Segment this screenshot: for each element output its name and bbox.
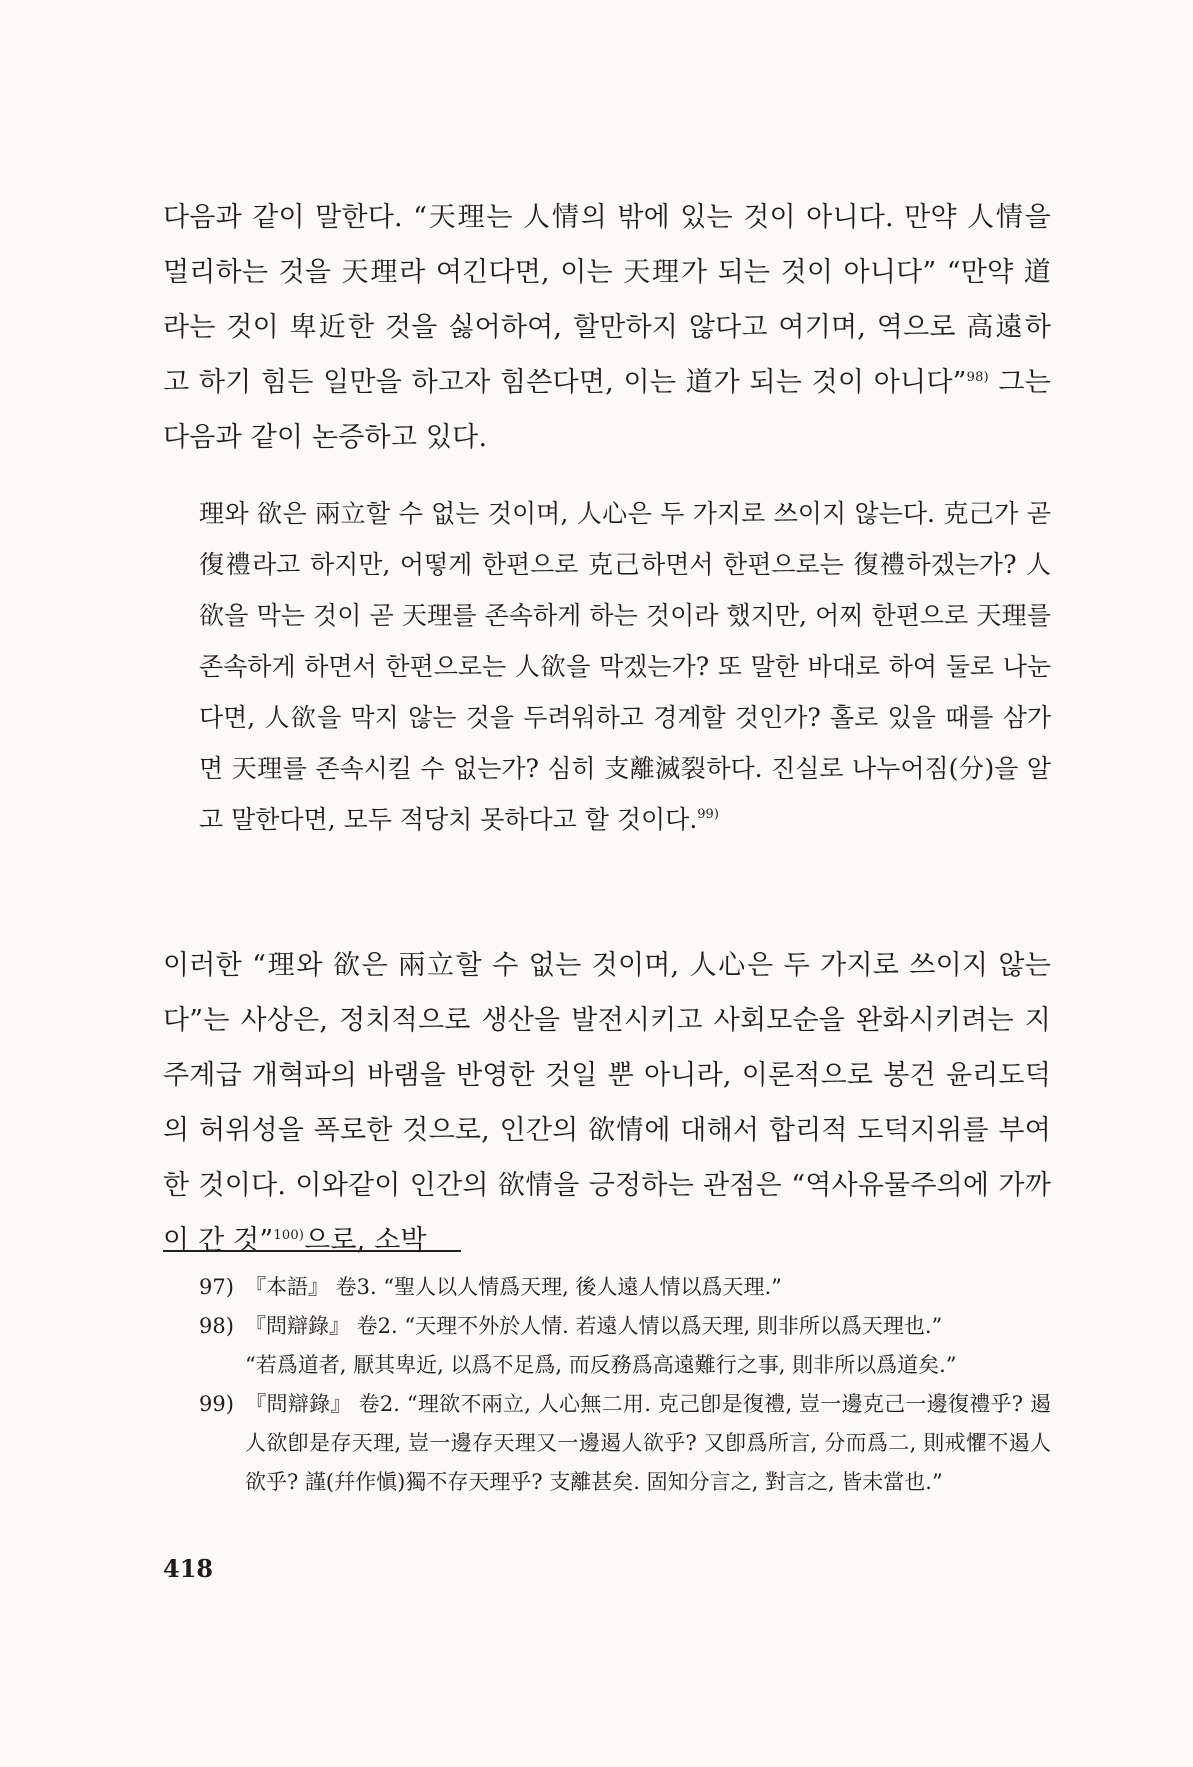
footnote-text: 『問辯錄』 卷2. “天理不外於人情. 若遠人情以爲天理, 則非所以爲天理也.” xyxy=(245,1314,943,1338)
paragraph-1-text: 다음과 같이 말한다. “天理는 人情의 밖에 있는 것이 아니다. 만약 人情을 멀리하는 것을 天理라 여긴다면, 이는 天理가 되는 것이 아니다” “만약 道라는 것이 卑近한 것을 싫어하여, 할만하지 않다고 여기며, 역으로 高遠하고 하기 힘든 일만을 하고자 힘쓴다면, 이는 道가 되는 것이 아니다” xyxy=(163,202,1051,398)
footnote-number: 99) xyxy=(199,1392,234,1416)
paragraph-2-text: 이러한 “理와 欲은 兩立할 수 없는 것이며, 人心은 두 가지로 쓰이지 않는다”는 사상은, 정치적으로 생산을 발전시키고 사회모순을 완화시키려는 지주계급 개혁파의 바램을 반영한 것일 뿐 아니라, 이론적으로 봉건 윤리도덕의 허위성을 폭로한 것으로, 인간의 欲情에 대해서 합리적 도덕지위를 부여한 것이다. 이와같이 인간의 欲情을 긍정하는 관점은 “역사유물주의에 가까이 간 것” xyxy=(163,950,1051,1256)
page-number: 418 xyxy=(163,1554,214,1583)
footnotes xyxy=(199,1268,1051,1502)
footnote-text: 『本語』 卷3. “聖人以人情爲天理, 後人遠人情以爲天理.” xyxy=(245,1275,782,1299)
footnote-ref-100[interactable]: 100) xyxy=(273,1228,305,1243)
body-paragraph-2 xyxy=(163,938,1051,1268)
footnote-text: “若爲道者, 厭其卑近, 以爲不足爲, 而反務爲高遠難行之事, 則非所以爲道矣.” xyxy=(245,1353,957,1377)
footnote-divider xyxy=(163,1250,461,1252)
footnote-98-continuation xyxy=(199,1346,1051,1385)
quote-text: 理와 欲은 兩立할 수 없는 것이며, 人心은 두 가지로 쓰이지 않는다. 克己가 곧 復禮라고 하지만, 어떻게 한편으로 克己하면서 한편으로는 復禮하겠는가? 人欲을 막는 것이 곧 天理를 존속하게 하는 것이라 했지만, 어찌 한편으로 天理를 존속하게 하면서 한편으로는 人欲을 막겠는가? 또 말한 바대로 하여 둘로 나눈다면, 人欲을 막지 않는 것을 두려워하고 경계할 것인가? 홀로 있을 때를 삼가면 天理를 존속시킬 수 없는가? 심히 支離滅裂하다. 진실로 나누어짐(分)을 알고 말한다면, 모두 적당치 못하다고 할 것이다. xyxy=(199,499,1051,834)
footnote-number: 98) xyxy=(199,1314,234,1338)
body-paragraph-1 xyxy=(163,190,1051,465)
footnote-98 xyxy=(199,1307,1051,1346)
footnote-97 xyxy=(199,1268,1051,1307)
footnote-ref-99[interactable]: 99) xyxy=(697,807,719,822)
footnote-number: 97) xyxy=(199,1275,234,1299)
paragraph-1-text-after: 그는 다음과 같이 논증하고 있다. xyxy=(163,367,1051,453)
paragraph-2-text-after: 으로, 소박 xyxy=(304,1225,427,1256)
footnote-99 xyxy=(199,1385,1051,1502)
footnote-ref-98[interactable]: 98) xyxy=(966,370,989,385)
block-quote xyxy=(199,488,1051,845)
footnote-text: 『問辯錄』 卷2. “理欲不兩立, 人心無二用. 克己卽是復禮, 豈一邊克己一邊復禮乎? 遏人欲卽是存天理, 豈一邊存天理又一邊遏人欲乎? 又卽爲所言, 分而爲二, 則戒懼不遏人欲乎? 謹(幷作愼)獨不存天理乎? 支離甚矣. 固知分言之, 對言之, 皆未當也.” xyxy=(245,1392,1051,1494)
